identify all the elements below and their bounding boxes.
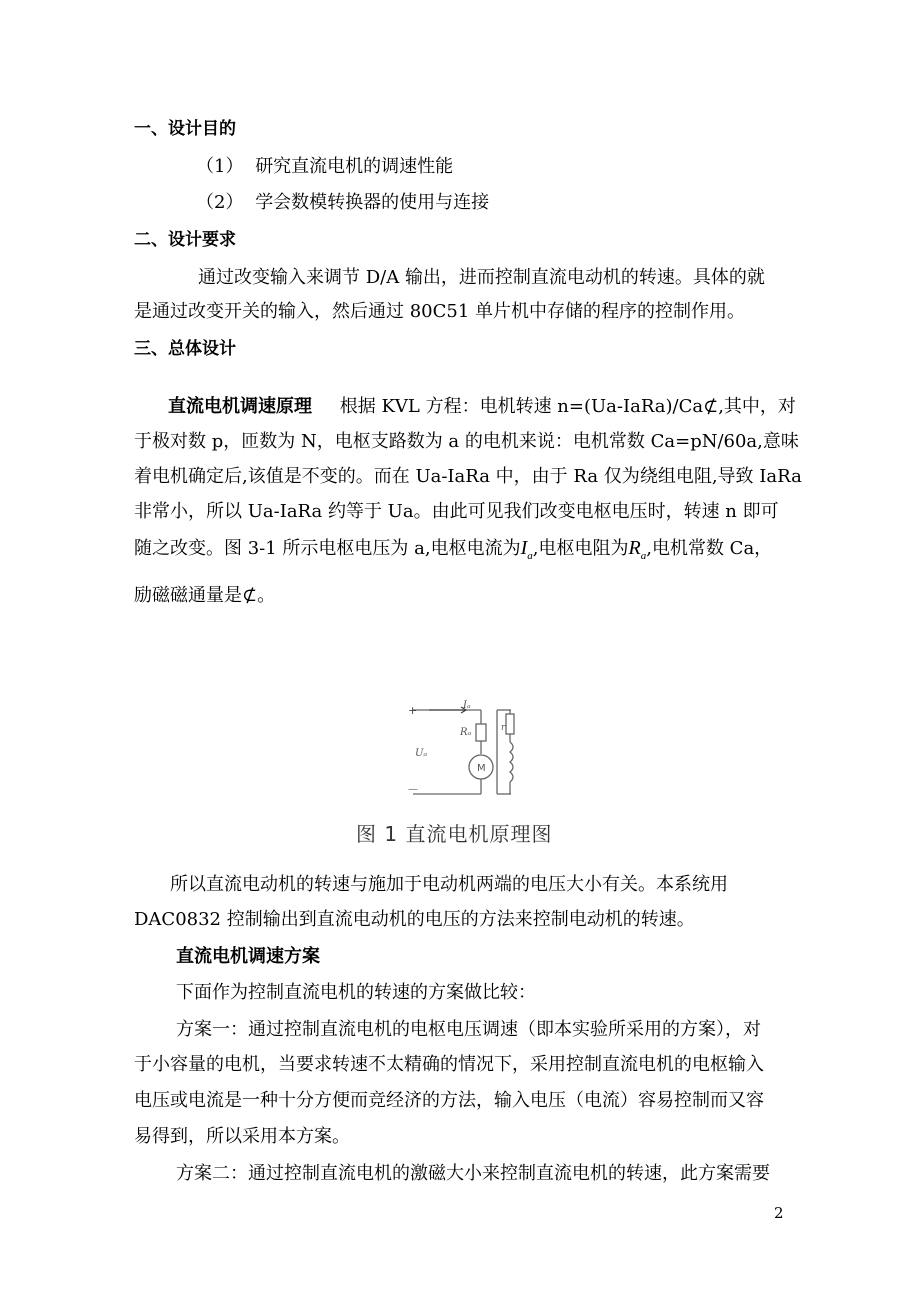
principle-title: 直流电机调速原理 [168, 396, 312, 417]
after-line-4: 方案一：通过控制直流电机的电枢电压调速（即本实验所采用的方案），对 [176, 1019, 761, 1040]
scheme-title: 直流电机调速方案 [176, 946, 320, 967]
principle-line-1 [168, 396, 796, 418]
page-number: 2 [774, 1204, 784, 1222]
goal-item-1-text: 研究直流电机的调速性能 [255, 156, 454, 177]
principle-line-5b: ,电枢电阻为 [532, 538, 629, 559]
figure-caption: 图 1 直流电机原理图 [356, 822, 553, 846]
after-line-2: DAC0832 控制输出到直流电动机的电压的方法来控制电动机的转速。 [134, 909, 695, 930]
section3-heading: 三、总体设计 [134, 339, 236, 359]
after-line-6: 电压或电流是一种十分方便而竞经济的方法，输入电压（电流）容易控制而又容 [134, 1090, 764, 1111]
dc-motor-circuit-diagram [405, 690, 517, 805]
plus-terminal-label: + [408, 704, 418, 717]
voltage-label: Uₐ [415, 748, 428, 759]
motor-label: M [477, 763, 486, 774]
after-line-5: 于小容量的电机，当要求转速不太精确的情况下，采用控制直流电机的电枢输入 [134, 1054, 764, 1075]
principle-line-5a: 随之改变。图 3-1 所示电枢电压为 a,电枢电流为 [134, 538, 521, 559]
principle-line-4: 非常小，所以 Ua-IaRa 约等于 Ua。由此可见我们改变电枢电压时，转速 n 即可 [134, 501, 779, 522]
minus-terminal-label: — [408, 784, 418, 795]
goal-item-1 [196, 156, 453, 178]
resistance-label: Rₐ [460, 727, 472, 738]
current-label: Iₐ [463, 700, 471, 711]
goal-item-1-number: （1） [196, 156, 244, 177]
principle-line-2: 于极对数 p，匝数为 N，电枢支路数为 a 的电机来说：电机常数 Ca=pN/60a,意味 [134, 431, 799, 452]
field-resistance-label: r [501, 723, 506, 733]
requirement-line-1: 通过改变输入来调节 D/A 输出，进而控制直流电动机的转速。具体的就 [198, 267, 765, 288]
principle-line-3: 着电机确定后,该值是不变的。而在 Ua-IaRa 中，由于 Ra 仅为绕组电阻,导致 IaRa [134, 466, 802, 487]
armature-resistance-symbol: $R_a$ [628, 537, 647, 562]
after-line-1: 所以直流电动机的转速与施加于电动机两端的电压大小有关。本系统用 [170, 874, 728, 895]
principle-line-6: 励磁磁通量是⊄。 [134, 585, 276, 606]
section2-heading: 二、设计要求 [134, 230, 236, 250]
principle-line-5 [134, 537, 772, 567]
requirement-line-2: 是通过改变开关的输入，然后通过 80C51 单片机中存储的程序的控制作用。 [134, 301, 746, 322]
goal-item-2-text: 学会数模转换器的使用与连接 [255, 192, 490, 213]
after-line-3: 下面作为控制直流电机的转速的方案做比较： [176, 982, 536, 1003]
after-line-8: 方案二：通过控制直流电机的激磁大小来控制直流电机的转速，此方案需要 [176, 1163, 770, 1184]
armature-current-symbol: $I_a$ [520, 537, 533, 562]
after-line-7: 易得到，所以采用本方案。 [134, 1126, 350, 1147]
goal-item-2 [196, 192, 489, 214]
goal-item-2-number: （2） [196, 192, 244, 213]
section1-heading: 一、设计目的 [134, 119, 236, 139]
principle-line-5c: ,电机常数 Ca， [646, 538, 773, 559]
principle-line-1-text: 根据 KVL 方程：电机转速 n=(Ua-IaRa)/Ca⊄,其中，对 [339, 396, 796, 417]
